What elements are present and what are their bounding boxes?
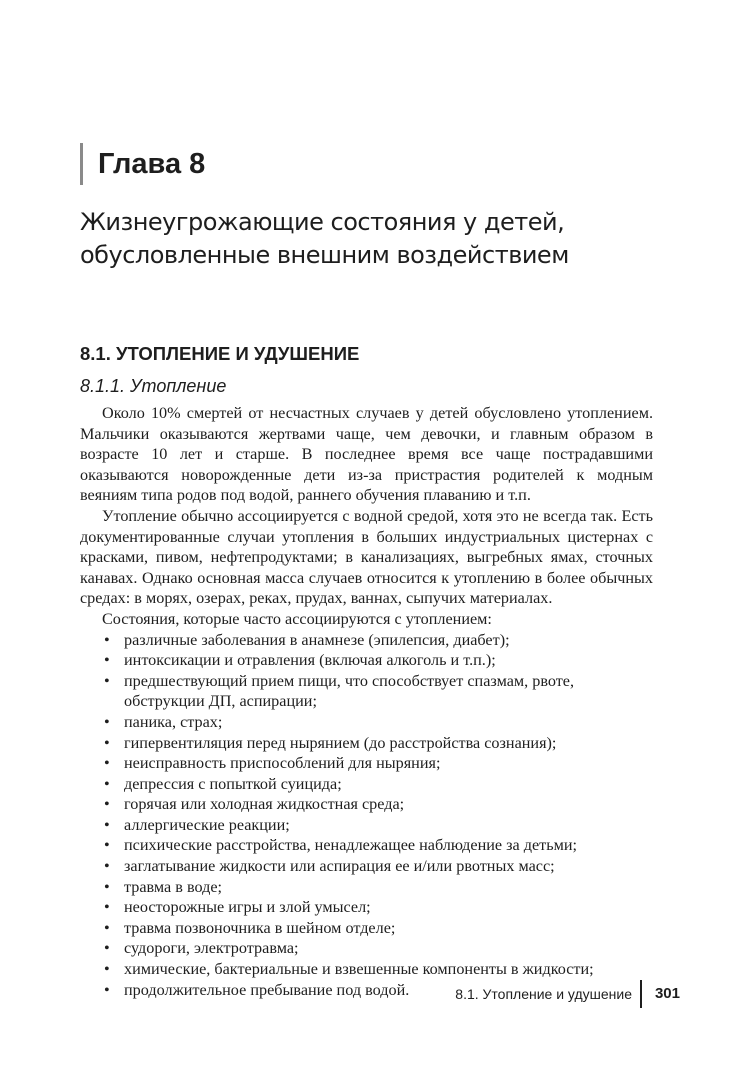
- list-item: [102, 918, 653, 939]
- bullet-icon: •: [104, 939, 110, 958]
- list-item-text: заглатывание жидкости или аспирация ее и/или рвотных масс;: [124, 857, 555, 876]
- list-item-text: психические расстройства, ненадлежащее наблюдение за детьми;: [124, 836, 578, 855]
- paragraph: Утопление обычно ассоциируется с водной средой, хотя это не всегда так. Есть документированные случаи утопления в больших индустриальных цистернах с красками, пивом, нефтепродуктами; в канализациях, выгребных ямах, сточных канавах. Однако основная масса случаев относится к утоплению в более обычных средах: в морях, озерах, реках, прудах, ваннах, сыпучих материалах.: [80, 506, 653, 608]
- list-item: [102, 650, 653, 671]
- list-item: [102, 794, 653, 815]
- bullet-icon: •: [104, 980, 110, 999]
- list-item-text: неисправность приспособлений для ныряния;: [124, 754, 441, 773]
- body-text: [80, 403, 653, 1000]
- list-item: [102, 733, 653, 754]
- list-item: [102, 959, 653, 980]
- chapter-subtitle-line-1: Жизнеугрожающие состояния у детей,: [80, 208, 565, 236]
- list-item-text: аллергические реакции;: [124, 815, 290, 834]
- bullet-icon: •: [104, 795, 110, 814]
- bullet-icon: •: [104, 630, 110, 649]
- bullet-icon: •: [104, 733, 110, 752]
- bullet-icon: •: [104, 754, 110, 773]
- list-item: [102, 897, 653, 918]
- bullet-icon: •: [104, 774, 110, 793]
- list-item-text: интоксикации и отравления (включая алкоголь и т.п.);: [124, 651, 496, 670]
- chapter-subtitle-line-2: обусловленные внешним воздействием: [80, 241, 569, 269]
- section-heading: 8.1. УТОПЛЕНИЕ И УДУШЕНИЕ: [80, 343, 360, 364]
- list-item-text: гипервентиляция перед нырянием (до расстройства сознания);: [124, 733, 557, 752]
- list-item: [102, 835, 653, 856]
- list-item: [102, 938, 653, 959]
- chapter-accent-bar: [80, 143, 83, 185]
- chapter-header: [80, 143, 680, 185]
- list-item: [102, 671, 653, 712]
- list-item: [102, 753, 653, 774]
- list-item-text: паника, страх;: [124, 712, 223, 731]
- bullet-icon: •: [104, 918, 110, 937]
- list-item-text: химические, бактериальные и взвешенные компоненты в жидкости;: [124, 960, 594, 979]
- chapter-title: Глава 8: [98, 148, 206, 180]
- chapter-subtitle: [80, 206, 680, 272]
- list-item-text: различные заболевания в анамнезе (эпилепсия, диабет);: [124, 630, 510, 649]
- bullet-icon: •: [104, 815, 110, 834]
- bullet-icon: •: [104, 836, 110, 855]
- list-item: [102, 856, 653, 877]
- list-item: [102, 877, 653, 898]
- bullet-icon: •: [104, 877, 110, 896]
- list-item: [102, 815, 653, 836]
- running-footer: [380, 980, 680, 1008]
- list-intro: Состояния, которые часто ассоциируются с утоплением:: [102, 609, 492, 628]
- bullet-list: [80, 630, 653, 1001]
- footer-section-label: 8.1. Утопление и удушение: [455, 986, 632, 1002]
- page-number: 301: [654, 985, 680, 1002]
- list-item-text: продолжительное пребывание под водой.: [124, 980, 410, 999]
- subsection-heading: 8.1.1. Утопление: [80, 376, 227, 396]
- paragraph: Около 10% смертей от несчастных случаев у детей обусловлено утоплением. Мальчики оказываются жертвами чаще, чем девочки, и главным образом в возрасте 10 лет и старше. В последнее время все чаще пострадавшими оказываются новорожденные дети из-за пристрастия родителей к модным веяниям типа родов под водой, раннего обучения плаванию и т.п.: [80, 404, 653, 505]
- bullet-icon: •: [104, 960, 110, 979]
- list-item-text: горячая или холодная жидкостная среда;: [124, 795, 405, 814]
- bullet-icon: •: [104, 898, 110, 917]
- list-item: [102, 774, 653, 795]
- list-item-text: травма в воде;: [124, 877, 223, 896]
- list-item-text: предшествующий прием пищи, что способствует спазмам, рвоте, обструкции ДП, аспирации;: [124, 671, 575, 711]
- bullet-icon: •: [104, 671, 110, 690]
- list-item-text: депрессия с попыткой суицида;: [124, 774, 342, 793]
- footer-divider: [640, 980, 642, 1008]
- list-item-text: неосторожные игры и злой умысел;: [124, 898, 371, 917]
- bullet-icon: •: [104, 857, 110, 876]
- list-item-text: судороги, электротравма;: [124, 939, 299, 958]
- list-item: [102, 712, 653, 733]
- list-item: [102, 630, 653, 651]
- bullet-icon: •: [104, 712, 110, 731]
- list-item-text: травма позвоночника в шейном отделе;: [124, 918, 396, 937]
- bullet-icon: •: [104, 651, 110, 670]
